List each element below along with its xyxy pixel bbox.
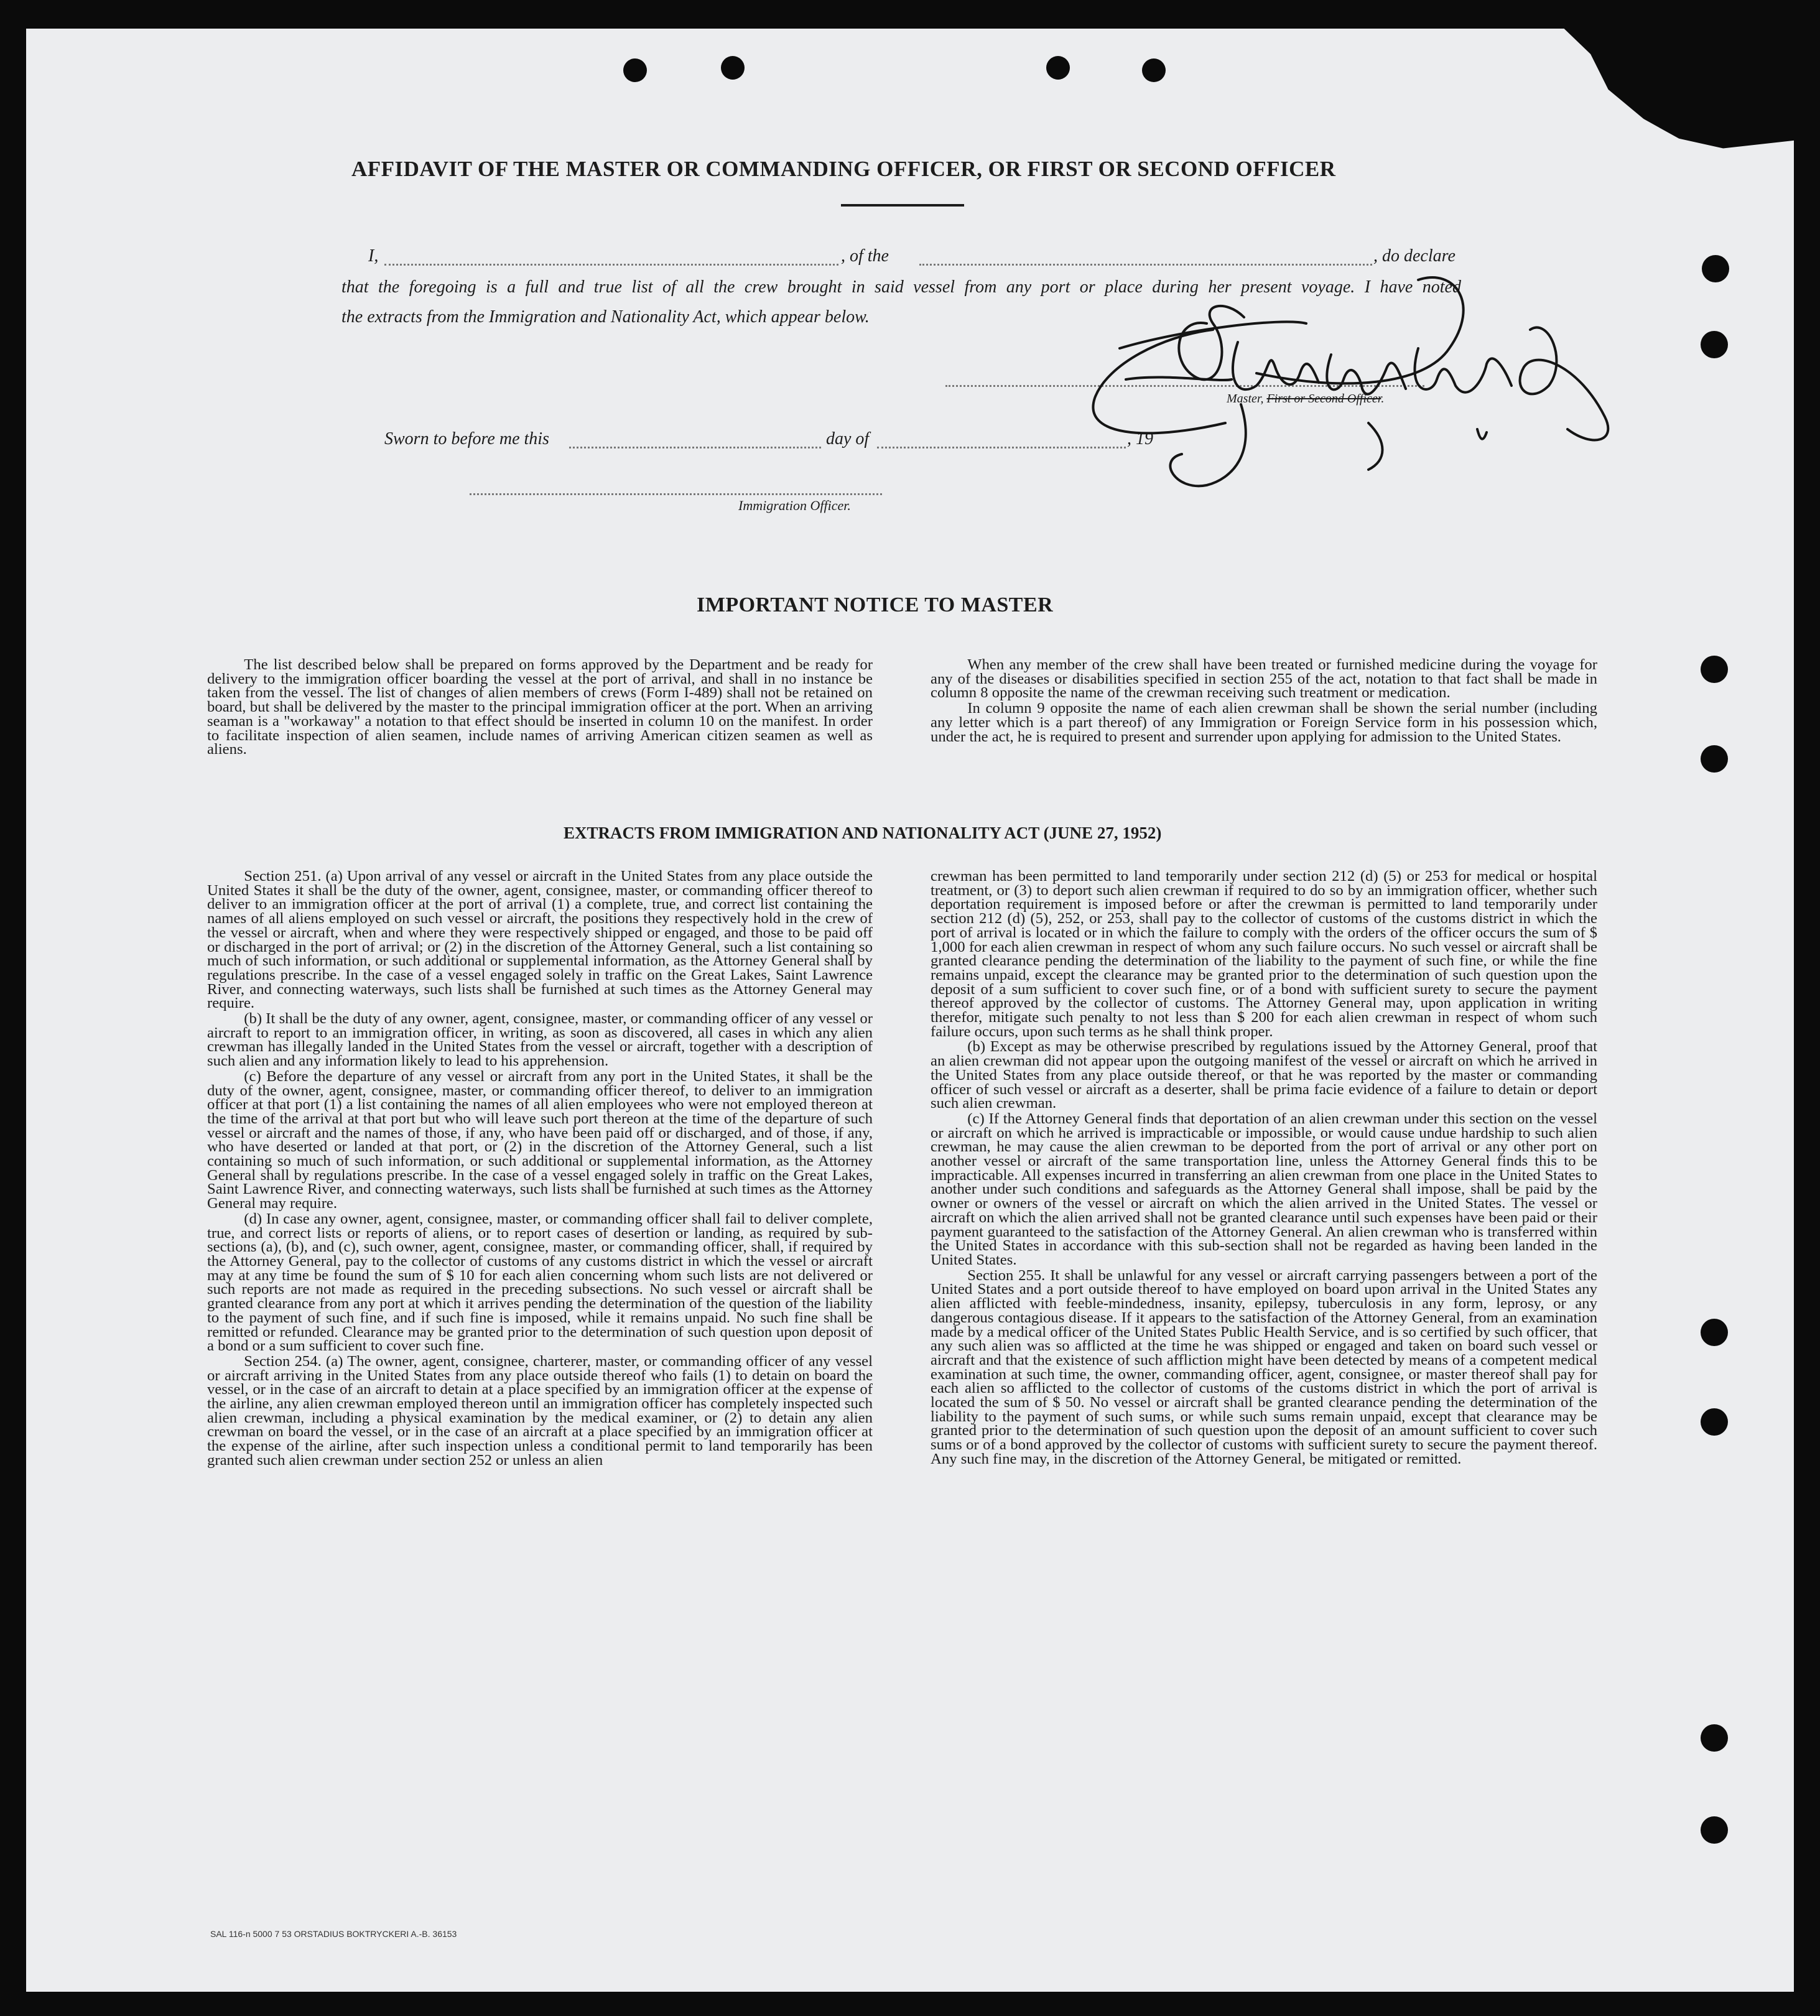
notice-paragraph: When any member of the crew shall have been treated or furnished medicine during the voyage for any of the diseases or disabilities specified in section 255 of the act, notation to that fact shall be made in column 8 opposite the name of the crewman receiving such treatment or medication.: [931, 656, 1597, 702]
punch-hole: [1142, 58, 1166, 82]
extract-paragraph: (b) Except as may be otherwise prescribed by regulations issued by the Attorney General, proof that an alien crewman did not appear upon the outgoing manifest of the vessel or aircraft on which he arrived in the United States from any place outside thereof, or that he was reported by the master or commanding officer of such vessel or aircraft as a deserter, shall be prima facie evidence of a failure to detain or deport such alien crewman.: [931, 1038, 1597, 1112]
extract-paragraph: (b) It shall be the duty of any owner, agent, consignee, master, or commanding officer of any vessel or aircraft to report to an immigration officer, in writing, as soon as discovered, all cases in which any alien crewman has illegally landed in the United States from the vessel or aircraft, together with a description of such alien and any information likely to lead to his apprehension.: [207, 1010, 873, 1070]
punch-hole: [1702, 255, 1729, 282]
extracts-heading: EXTRACTS FROM IMMIGRATION AND NATIONALITY ACT (JUNE 27, 1952): [564, 824, 1162, 842]
immigration-officer-caption: Immigration Officer.: [738, 498, 851, 513]
punch-hole: [1701, 1724, 1728, 1752]
master-signature-image: [1020, 255, 1630, 578]
punch-hole: [721, 56, 745, 80]
do-declare-label: , do declare: [1373, 246, 1456, 266]
declarant-prefix: I,: [368, 246, 379, 266]
declaration-line-2: that the foregoing is a full and true list of all the crew brought in said vessel from any port or place during her present voyage. I have noted: [341, 277, 1461, 297]
punch-hole: [1701, 1816, 1728, 1844]
affidavit-title: AFFIDAVIT OF THE MASTER OR COMMANDING OFFICER, OR FIRST OR SECOND OFFICER: [351, 157, 1336, 181]
extract-paragraph: (c) If the Attorney General finds that deportation of an alien crewman under this section on the vessel or aircraft on which he arrived is impracticable or impossible, or would cause undue hardship to such alien crewman, he may cause the alien crewman to be deported from the port of arrival or any other port on another vessel or aircraft of the same transportation line, unless the Attorney General finds this to be impracticable. All expenses incurred in transferring an alien crewman from one place in the United States to another under such conditions and safeguards as the Attorney General shall impose, shall be paid by the owner or owners of the vessel or aircraft on which the alien arrived in the United States. The vessel or aircraft on which the alien arrived shall not be granted clearance until such expenses have been paid or their payment guaranteed to the satisfaction of the Attorney General. An alien crewman who is transferred within the United States in accordance with this sub-section shall not be regarded as having been landed in the United States.: [931, 1110, 1597, 1268]
of-the-label: , of the: [841, 246, 889, 266]
notice-heading: IMPORTANT NOTICE TO MASTER: [697, 593, 1054, 616]
declaration-line-3: the extracts from the Immigration and Nationality Act, which appear below.: [341, 307, 870, 327]
notice-left-column: [207, 658, 873, 757]
punch-hole: [623, 58, 647, 82]
struck-officer-option: First or Second Officer: [1266, 392, 1381, 406]
punch-hole: [1701, 331, 1728, 358]
extract-paragraph: Section 255. It shall be unlawful for any vessel or aircraft carrying passengers between a port of the United States and a port outside thereof to have employed on board upon arrival in the United States any alien afflicted with feeble-mindedness, insanity, epilepsy, tuberculosis in any form, leprosy, or any dangerous contagious disease. If it appears to the satisfaction of the Attorney General, from an examination made by a medical officer of the United States Public Health Service, and is so certified by such officer, that any such alien was so afflicted at the time he was shipped or engaged and taken on board such vessel or aircraft and that the existence of such affliction might have been detected by means of a competent medical examination at such time, the owner, commanding officer, agent, consignee, or master thereof shall pay for each alien so afflicted to the collector of customs of the customs district in which the port of arrival is located the sum of $ 50. No vessel or aircraft shall be granted clearance pending the determination of the liability to the payment of such sums, or while such sums remain unpaid, except that clearance may be granted prior to the determination of such question upon the deposit of an amount sufficient to cover such sums or of a bond approved by the collector of customs with sufficient surety to secure the payment thereof. Any such fine may, in the discretion of the Attorney General, be mitigated or remitted.: [931, 1266, 1597, 1467]
notice-paragraph: The list described below shall be prepared on forms approved by the Department and be ready for delivery to the immigration officer boarding the vessel at the port of arrival, and shall in no instance be taken from the vessel. The list of changes of alien members of crews (Form I-489) shall not be retained on board, but shall be delivered by the master to the principal immigration officer at the port. When an arriving seaman is a "workaway" a notation to that effect should be inserted in column 10 on the manifest. In order to facilitate inspection of alien seamen, include names of arriving American citizen seamen as well as aliens.: [207, 656, 873, 758]
sworn-day-field[interactable]: [569, 447, 821, 448]
punch-hole: [1701, 656, 1728, 683]
extract-paragraph: Section 254. (a) The owner, agent, consignee, charterer, master, or commanding officer of any vessel or aircraft arriving in the United States from any place outside thereof who fails (1) to detain on board the vessel, or in the case of an aircraft to detain at a place specified by an immigration officer at the expense of the airline, any alien crewman employed thereon until an immigration officer has completely inspected such alien crewman, including a physical examination by the medical examiner, or (2) to detain any alien crewman on board the vessel, or in the case of an aircraft at a place specified by an immigration officer at the expense of the airline, after such inspection unless a conditional permit to land temporarily has been granted such alien crewman under section 252 or unless an alien: [207, 1352, 873, 1469]
year-prefix: , 19: [1127, 429, 1153, 448]
punch-hole: [1701, 1408, 1728, 1436]
declarant-name-field[interactable]: [384, 264, 838, 266]
day-of-label: day of: [826, 429, 870, 448]
extracts-left-column: [207, 870, 873, 1468]
immigration-officer-signature-line: [470, 493, 882, 495]
notice-right-column: [931, 658, 1597, 744]
punch-hole: [1701, 745, 1728, 773]
extract-paragraph: (c) Before the departure of any vessel or aircraft from any port in the United States, it shall be the duty of the owner, agent, consignee, master, or commanding officer thereof, to deliver to an immigration officer at that port (1) a list containing the names of all alien employees who were not employed thereon at the time of the arrival at that port but who will leave such port thereon at the time of the departure of such vessel or aircraft and the names of those, if any, who have been paid off or discharged, and of those, if any, who have deserted or landed at that port, or (2) in the discretion of the Attorney General, such a list containing so much of such information, or such additional or supplemental information, as the Attorney General shall by regulations prescribe. In the case of a vessel engaged solely in traffic on the Great Lakes, Saint Lawrence River, and connecting waterways, such lists shall be furnished at such times as the Attorney General may require.: [207, 1067, 873, 1212]
notice-paragraph: In column 9 opposite the name of each alien crewman shall be shown the serial number (including any letter which is a part thereof) of any Immigration or Foreign Service form in his possession which, under the act, he is required to present and surrender upon applying for admission to the United States.: [931, 700, 1597, 745]
punch-hole: [1046, 56, 1070, 80]
title-underline: [841, 204, 964, 207]
sworn-label: Sworn to before me this: [384, 429, 549, 448]
punch-hole: [1701, 1319, 1728, 1346]
extracts-right-column: [931, 870, 1597, 1467]
extract-paragraph: Section 251. (a) Upon arrival of any vessel or aircraft in the United States from any place outside the United States it shall be the duty of the owner, agent, consignee, master, or commanding officer thereof to deliver to an immigration officer at the port of arrival (1) a complete, true, and correct list containing the names of all aliens employed on such vessel or aircraft, the positions they respectively hold in the crew of the vessel or aircraft, when and where they were respectively shipped or engaged, and those to be paid off or discharged in the port of arrival; or (2) in the discretion of the Attorney General, such a list containing so much of such information, or such additional or supplemental information, as the Attorney General shall by regulations prescribe. In the case of a vessel engaged solely in traffic on the Great Lakes, Saint Lawrence River, and connecting waterways, such lists shall be furnished at such times as the Attorney General may require.: [207, 868, 873, 1012]
printer-mark: SAL 116-n 5000 7 53 ORSTADIUS BOKTRYCKERI A.-B. 36153: [210, 1929, 457, 1939]
signature-caption: Master, First or Second Officer.: [1227, 392, 1385, 406]
extract-paragraph: crewman has been permitted to land temporarily under section 212 (d) (5) or 253 for medical or hospital treatment, or (3) to deport such alien crewman if required to do so by an immigration officer, whether such deportation requirement is imposed before or after the crewman is permitted to land temporarily under section 212 (d) (5), 252, or 253, shall pay to the collector of customs of the customs district in which the port of arrival is located or in which the failure to comply with the orders of the officer occurs the sum of $ 1,000 for each alien crewman in respect of whom any such failure occurs. No such vessel or aircraft shall be granted clearance pending the determination of the liability to the payment of such fine, or while the fine remains unpaid, except the clearance may be granted prior to the determination of such question upon the deposit of a sum sufficient to cover such fine, or of a bond with sufficient surety to secure the payment thereof approved by the collector of customs. The Attorney General may, upon application in writing therefor, mitigate such penalty to not less than $ 200 for each alien crewman in respect of whom such failure occurs, upon such terms as he shall think proper.: [931, 868, 1597, 1040]
extract-paragraph: (d) In case any owner, agent, consignee, master, or commanding officer shall fail to deliver complete, true, and correct lists or reports of aliens, or to report cases of desertion or landing, as required by sub-sections (a), (b), and (c), such owner, agent, consignee, master, or commanding officer, shall, if required by the Attorney General, pay to the collector of customs of any customs district in which the vessel or aircraft may at any time be found the sum of $ 10 for each alien concerning whom such lists are not delivered or such reports are not made as required in the preceding subsections. No such vessel or aircraft shall be granted clearance from any port at which it arrives pending the determination of the question of the liability to the payment of such fine, and if such fine is imposed, while it remains unpaid. No such fine shall be remitted or refunded. Clearance may be granted prior to the determination of such question upon deposit of a bond or a sum sufficient to cover such fine.: [207, 1210, 873, 1355]
